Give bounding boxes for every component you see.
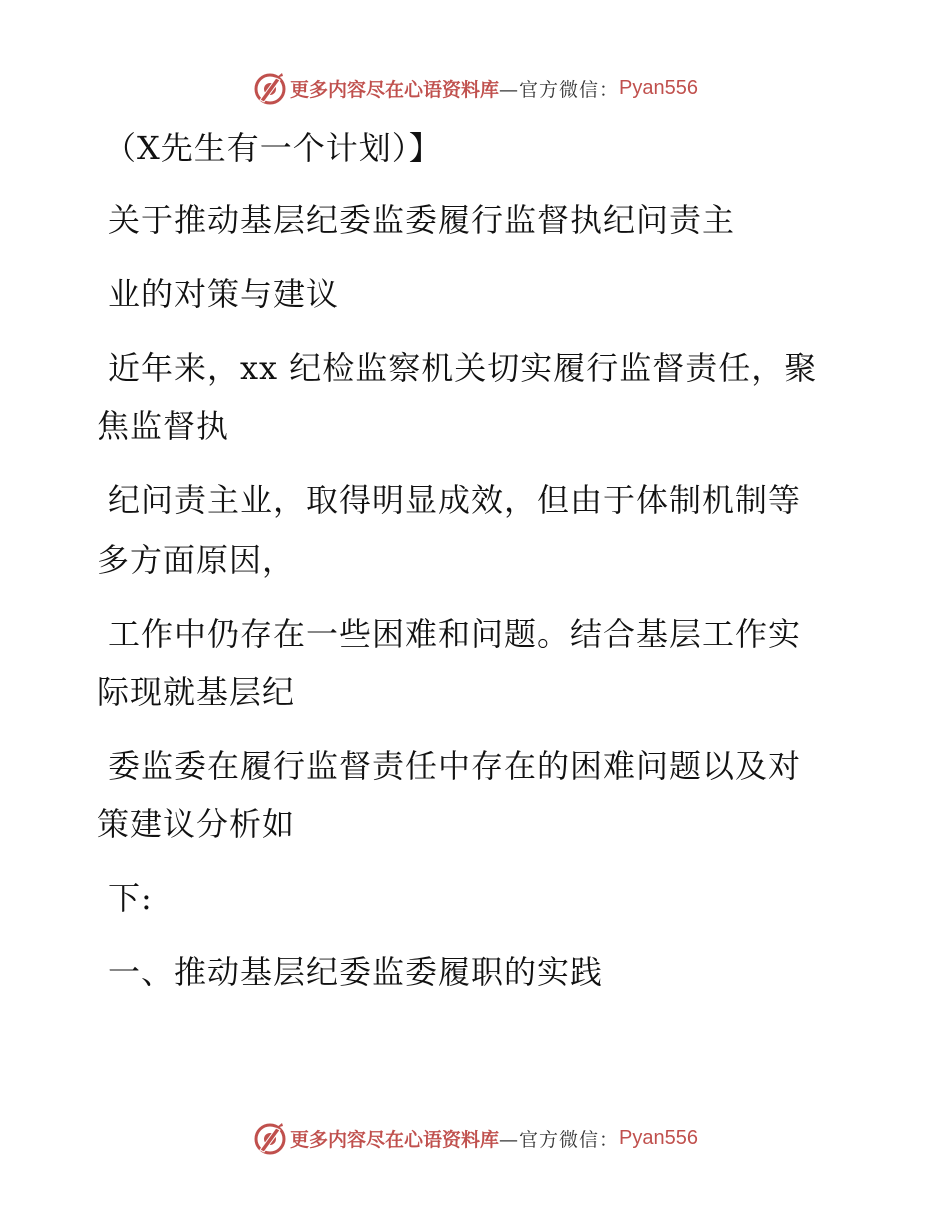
header-watermark-banner — [0, 68, 950, 108]
banner-wechat-label: —官方微信： — [499, 78, 620, 101]
doc-line-2: 关于推动基层纪委监委履行监督执纪问责主 — [108, 201, 736, 239]
doc-section-heading: 一、推动基层纪委监委履职的实践 — [108, 953, 604, 991]
banner-main-text: 更多内容尽在心语资料库 — [290, 1128, 500, 1151]
doc-line-9: 际现就基层纪 — [97, 673, 296, 711]
pen-logo-icon — [252, 1120, 288, 1156]
doc-line-10: 委监委在履行监督责任中存在的困难问题以及对 — [108, 747, 802, 785]
doc-line-11: 策建议分析如 — [97, 805, 296, 843]
banner-main-text: 更多内容尽在心语资料库 — [290, 78, 500, 101]
banner-wechat-id: Pyan556 — [619, 1126, 698, 1149]
banner-wechat-label: —官方微信： — [499, 1128, 620, 1151]
doc-line-12: 下: — [108, 879, 153, 917]
doc-line-3: 业的对策与建议 — [108, 275, 340, 313]
doc-line-8: 工作中仍存在一些困难和问题。结合基层工作实 — [108, 615, 802, 653]
doc-line-1: （X先生有一个计划）】 — [104, 129, 442, 167]
doc-line-7: 多方面原因， — [97, 541, 296, 579]
doc-line-6: 纪问责主业，取得明显成效，但由于体制机制等 — [108, 481, 802, 519]
banner-wechat-id: Pyan556 — [619, 76, 698, 99]
pen-logo-icon — [252, 70, 288, 106]
doc-line-4: 近年来，xx 纪检监察机关切实履行监督责任，聚 — [108, 349, 818, 387]
footer-watermark-banner — [0, 1118, 950, 1158]
doc-line-5: 焦监督执 — [97, 407, 230, 445]
